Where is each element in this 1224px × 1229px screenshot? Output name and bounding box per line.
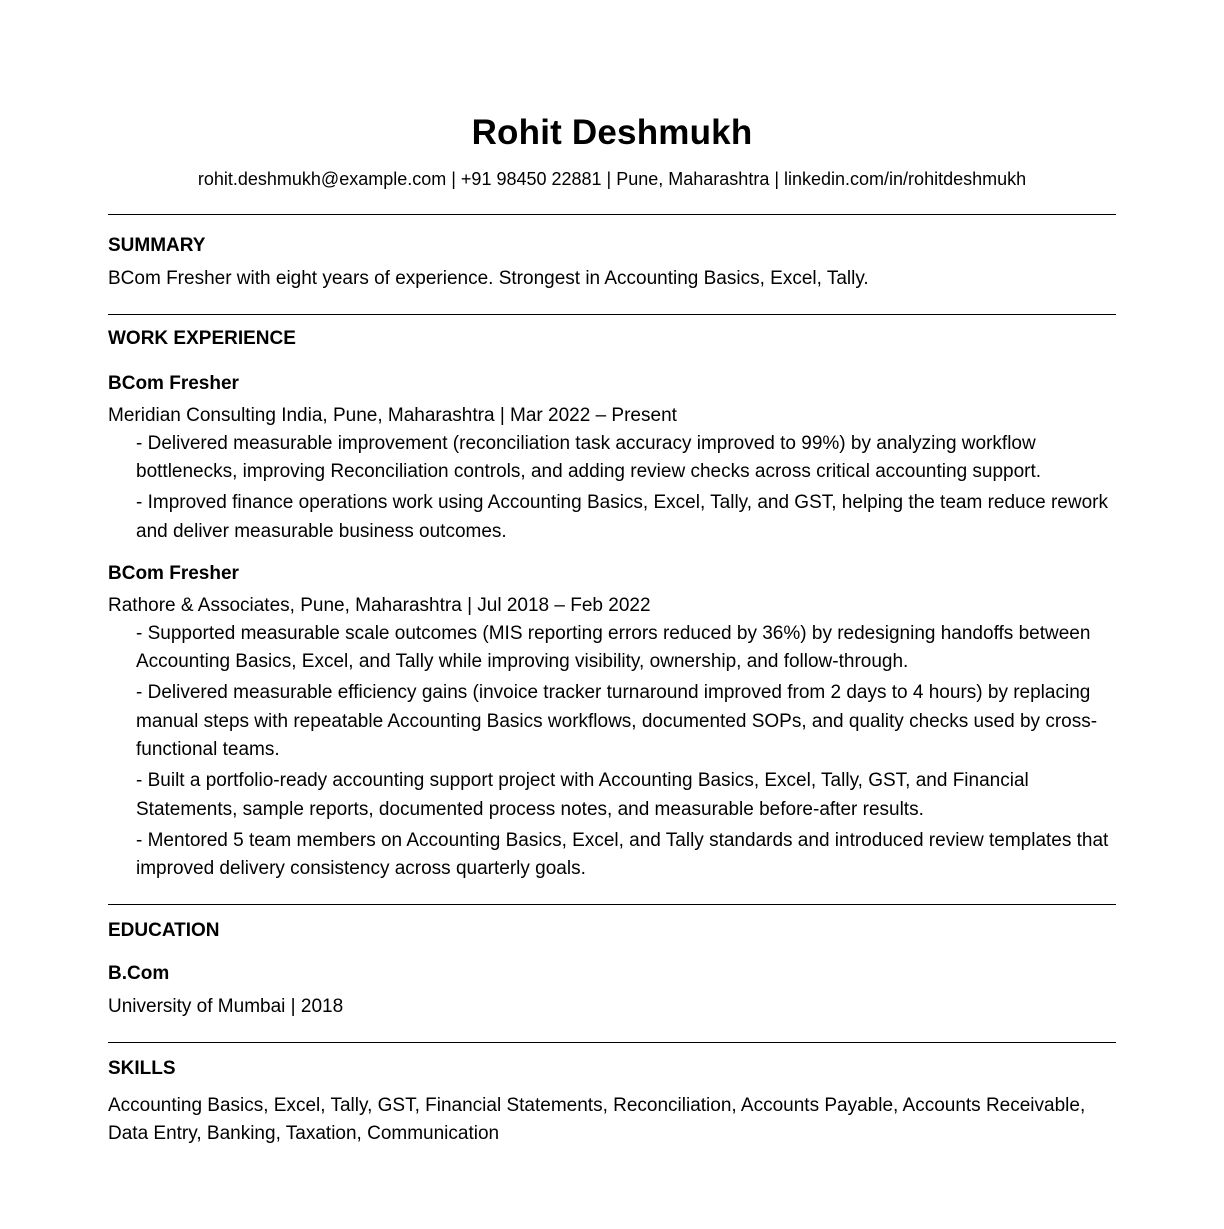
divider — [108, 314, 1116, 315]
job-bullets — [108, 620, 1116, 884]
job-company-dates: Rathore & Associates, Pune, Maharashtra | Jul 2018 – Feb 2022 — [108, 595, 651, 616]
skills-heading: SKILLS — [108, 1057, 176, 1079]
job-bullet: - Improved finance operations work using Accounting Basics, Excel, Tally, and GST, helping the team reduce rework and deliver measurable business outcomes. — [136, 492, 1108, 542]
job-bullet: - Mentored 5 team members on Accounting Basics, Excel, and Tally standards and introduced review templates that improved delivery consistency across quarterly goals. — [136, 829, 1109, 879]
divider — [108, 904, 1116, 905]
summary-heading: SUMMARY — [108, 235, 206, 256]
education-detail: University of Mumbai | 2018 — [108, 995, 344, 1017]
skills-text: Accounting Basics, Excel, Tally, GST, Financial Statements, Reconciliation, Accounts Payable, Accounts Receivable, Data Entry, Banking, Taxation, Communication — [108, 1094, 1086, 1144]
experience-heading: WORK EXPERIENCE — [108, 328, 296, 349]
job-bullet: - Delivered measurable improvement (reconciliation task accuracy improved to 99%) by analyzing workflow bottlenecks, improving Reconciliation controls, and adding review checks across critical accounting support. — [136, 432, 1042, 482]
job-bullet: - Supported measurable scale outcomes (MIS reporting errors reduced by 36%) by redesigning handoffs between Accounting Basics, Excel, and Tally while improving visibility, ownership, and follow-through. — [136, 622, 1091, 672]
degree-title: B.Com — [108, 962, 170, 984]
divider — [108, 1042, 1116, 1043]
candidate-name: Rohit Deshmukh — [471, 113, 753, 152]
summary-text: BCom Fresher with eight years of experience. Strongest in Accounting Basics, Excel, Tally. — [108, 268, 869, 289]
job-bullet: - Built a portfolio-ready accounting support project with Accounting Basics, Excel, Tally, GST, and Financial Statements, sample reports, documented process notes, and measurable before-after results. — [136, 770, 1029, 820]
job-company-dates: Meridian Consulting India, Pune, Maharashtra | Mar 2022 – Present — [108, 405, 677, 426]
divider — [108, 214, 1116, 215]
job-bullet: - Delivered measurable efficiency gains (invoice tracker turnaround improved from 2 days to 4 hours) by replacing manual steps with repeatable Accounting Basics workflows, documented SOPs, and quality checks used by cross-functional teams. — [136, 682, 1098, 760]
job-entry — [108, 373, 1116, 546]
resume-content — [108, 0, 1116, 1149]
job-title: BCom Fresher — [108, 373, 239, 394]
job-entry — [108, 563, 1116, 884]
education-heading: EDUCATION — [108, 919, 220, 941]
job-title: BCom Fresher — [108, 563, 239, 584]
contact-line: rohit.deshmukh@example.com | +91 98450 22881 | Pune, Maharashtra | linkedin.com/in/rohitdeshmukh — [197, 169, 1027, 189]
job-bullets — [108, 430, 1116, 547]
